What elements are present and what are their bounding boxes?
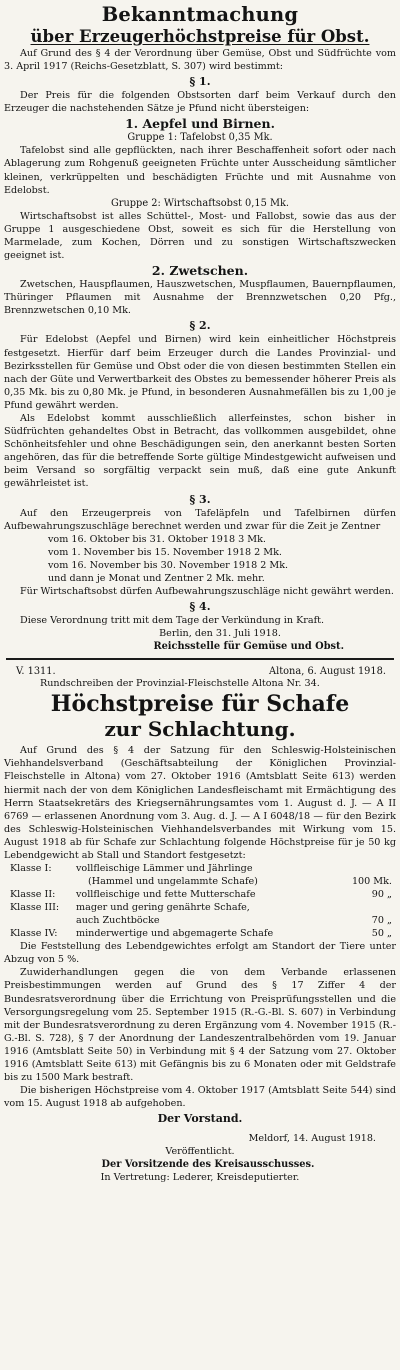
storage-surcharge-list	[4, 533, 396, 585]
section-paragraph: Auf den Erzeugerpreis von Tafeläpfeln und Tafelbirnen dürfen Aufbewahrungszuschläge berechnet werden und zwar für die Zeit je Zentner	[4, 507, 396, 532]
class-label	[4, 914, 76, 927]
class-price: 50 „	[371, 928, 392, 940]
notice-sheep-prices	[4, 665, 396, 1184]
intro-paragraph: Auf Grund des § 4 der Verordnung über Gemüse, Obst und Südfrüchte vom 3. April 1917 (Reichs-Gesetzblatt, S. 307) wird bestimmt:	[4, 48, 396, 73]
notice-title: Bekanntmachung	[101, 3, 299, 26]
place-date: Berlin, den 31. Juli 1918.	[159, 628, 281, 640]
list-item: vom 16. November bis 30. November 1918 2 Mk.	[48, 559, 289, 571]
class-label: Klasse IV:	[10, 928, 58, 940]
divider	[6, 658, 394, 660]
group-label: Gruppe 2: Wirtschaftsobst 0,15 Mk.	[110, 197, 290, 209]
section-heading: § 1.	[189, 75, 211, 89]
notice-number: V. 1311.	[16, 666, 56, 678]
group-paragraph: Tafelobst sind alle gepflückten, nach ihrer Beschaffenheit sofort oder nach Ablagerung zum Rohgenuß geeigneten Früchte unter Ausscheidung sämtlicher kleinen, verkrüppelten und beschädigten Früchte und mit Ausnahme von Edelobst.	[4, 145, 396, 196]
penalty-paragraph: Zuwiderhandlungen gegen die von dem Verbande erlassenen Preisbestimmungen werden auf Grund des § 17 Ziffer 4 der Bundesratsverordnung über die Errichtung von Preisprüfungsstellen und die Versorgungsregelung vom 25. September 1915 (R.-G.-Bl. S. 607) in Verbindung mit der Bundesratsverordnung zu deren Ergänzung vom 4. November 1915 (R.-G.-Bl. S. 728), § 7 der Anordnung der Landeszentralbehörden vom 19. Januar 1916 (Amtsblatt Seite 50) in Verbindung mit § 4 der Satzung vom 27. Oktober 1916 (Amtsblatt Seite 613) mit Gefängnis bis zu 6 Monaten oder mit Geldstrafe bis zu 1500 Mark bestraft.	[4, 967, 396, 1084]
section-paragraph: Für Wirtschaftsobst dürfen Aufbewahrungszuschläge nicht gewährt werden.	[20, 586, 394, 598]
plums-paragraph: Zwetschen, Hauspflaumen, Hauszwetschen, Muspflaumen, Bauernpflaumen, Thüringer Pflaumen mit Ausnahme der Brennzwetschen 0,20 Pfg., Brennzwetschen 0,10 Mk.	[4, 279, 396, 317]
section-paragraph: Als Edelobst kommt ausschließlich allerfeinstes, schon bisher in Südfrüchten gehandeltes Obst in Betracht, das vollkommen ausgebildet, ohne Schönheitsfehler und ohne Beschädigungen sein, den anerkannt besten Sorten angehören, das für die betreffende Sorte gültige Mindestgewicht aufweisen und beim Versand so sorgfältig verpackt sein muß, daß eine gute Ankunft gewährleistet ist.	[4, 412, 396, 490]
notice-title: Höchstpreise für Schafe	[50, 691, 350, 718]
subheading-apples-pears: 1. Aepfel und Birnen.	[125, 116, 275, 132]
notice-subtitle: über Erzeugerhöchstpreise für Obst.	[30, 27, 370, 46]
class-description: vollfleischige Lämmer und Jährlinge	[76, 863, 253, 875]
price-class-table	[4, 862, 396, 940]
group-label: Gruppe 1: Tafelobst 0,35 Mk.	[127, 132, 273, 144]
class-price	[330, 862, 396, 875]
class-description: minderwertige und abgemagerte Schafe	[76, 928, 274, 940]
group-paragraph: Wirtschaftsobst ist alles Schüttel-, Most- und Fallobst, sowie das aus der Gruppe 1 ausgeschiedene Obst, soweit es sich für die Herstellung von Marmelade, zum Kochen, Dörren und zu sonstigen Wirtschaftszwecken geeignet ist.	[4, 210, 396, 262]
notice-fruit-prices	[4, 4, 396, 653]
published-note: Veröffentlicht.	[165, 1146, 235, 1158]
place-date: Altona, 6. August 1918.	[269, 666, 386, 678]
list-item: vom 16. Oktober bis 31. Oktober 1918 3 Mk.	[48, 533, 266, 545]
table-row	[4, 927, 396, 940]
signature: Reichsstelle für Gemüse und Obst.	[153, 641, 344, 653]
table-row	[4, 875, 396, 888]
class-price: 90 „	[371, 889, 392, 901]
section-paragraph: Für Edelobst (Aepfel und Birnen) wird kein einheitlicher Höchstpreis festgesetzt. Hierfür darf beim Erzeuger durch die Landes Provinzial- und Bezirksstellen für Gemüse und Obst oder die von diesen bestimmten Stellen ein nach der Güte und Verwertbarkeit des Obstes zu bemessender höherer Preis als 0,35 Mk. bis zu 0,80 Mk. je Pfund, in besonderen Ausnahmefällen bis zu 1,00 je Pfund gewährt werden.	[4, 334, 396, 411]
repeal-paragraph: Die bisherigen Höchstpreise vom 4. Oktober 1917 (Amtsblatt Seite 544) sind vom 15. August 1918 ab aufgehoben.	[4, 1085, 396, 1110]
class-label: Klasse III:	[10, 902, 60, 914]
section-heading: § 2.	[189, 319, 211, 333]
newspaper-page	[4, 0, 396, 1184]
class-label: Klasse II:	[10, 889, 56, 901]
table-row	[4, 862, 396, 875]
class-price: 100 Mk.	[351, 876, 392, 888]
class-description: (Hammel und ungelammte Schafe)	[88, 876, 258, 888]
class-label	[4, 875, 76, 888]
section-paragraph: Der Preis für die folgenden Obstsorten darf beim Verkauf durch den Erzeuger die nachstehenden Sätze je Pfund nicht übersteigen:	[4, 90, 396, 115]
body-paragraph: Auf Grund des § 4 der Satzung für den Schleswig-Holsteinischen Viehhandelsverband (Geschäftsabteilung der Königlichen Provinzial-Fleischstelle in Altona) vom 27. Oktober 1916 (Amtsblatt Seite 613) werden hiermit nach der von dem Königlichen Landesfleischamt mit Ermächtigung des Herrn Staatsekretärs des Kriegsernährungsamtes vom 1. August d. J. — A II 6769 — erlassenen Anordnung vom 3. Aug. d. J. — A I 6048/18 — für den Bezirk des Schleswig-Holsteinischen Viehhandelsverbandes mit Wirkung vom 15. August 1918 ab für Schafe zur Schlachtung folgende Höchstpreise für je 50 kg Lebendgewicht ab Stall und Standort festgesetzt:	[4, 745, 396, 862]
table-row	[4, 901, 396, 914]
section-heading: § 3.	[189, 492, 211, 506]
table-row	[4, 888, 396, 901]
class-description: vollfleischige und fette Mutterschafe	[76, 889, 256, 901]
place-date: Meldorf, 14. August 1918.	[248, 1133, 376, 1145]
class-description: mager und gering genährte Schafe,	[76, 902, 250, 914]
table-row	[4, 914, 396, 927]
chairman-signature: Der Vorsitzende des Kreisausschusses.	[101, 1159, 315, 1171]
list-item: vom 1. November bis 15. November 1918 2 Mk.	[48, 546, 282, 558]
class-price: 70 „	[371, 915, 392, 927]
notice-title-continued: zur Schlachtung.	[104, 717, 296, 742]
list-item: und dann je Monat und Zentner 2 Mk. mehr.	[48, 573, 265, 584]
weight-paragraph: Die Feststellung des Lebendgewichtes erfolgt am Standort der Tiere unter Abzug von 5 %.	[4, 941, 396, 966]
class-description: auch Zuchtböcke	[76, 915, 160, 927]
class-price	[330, 901, 396, 914]
circular-line: Rundschreiben der Provinzial-Fleischstelle Altona Nr. 34.	[40, 678, 320, 690]
section-heading: § 4.	[189, 600, 211, 614]
class-label: Klasse I:	[10, 863, 52, 875]
subheading-plums: 2. Zwetschen.	[151, 263, 249, 279]
notice-header	[4, 665, 396, 678]
deputy-line: In Vertretung: Lederer, Kreisdeputierter.	[100, 1172, 300, 1184]
signature: Der Vorstand.	[157, 1112, 243, 1126]
section-paragraph: Diese Verordnung tritt mit dem Tage der Verkündung in Kraft.	[20, 615, 325, 627]
